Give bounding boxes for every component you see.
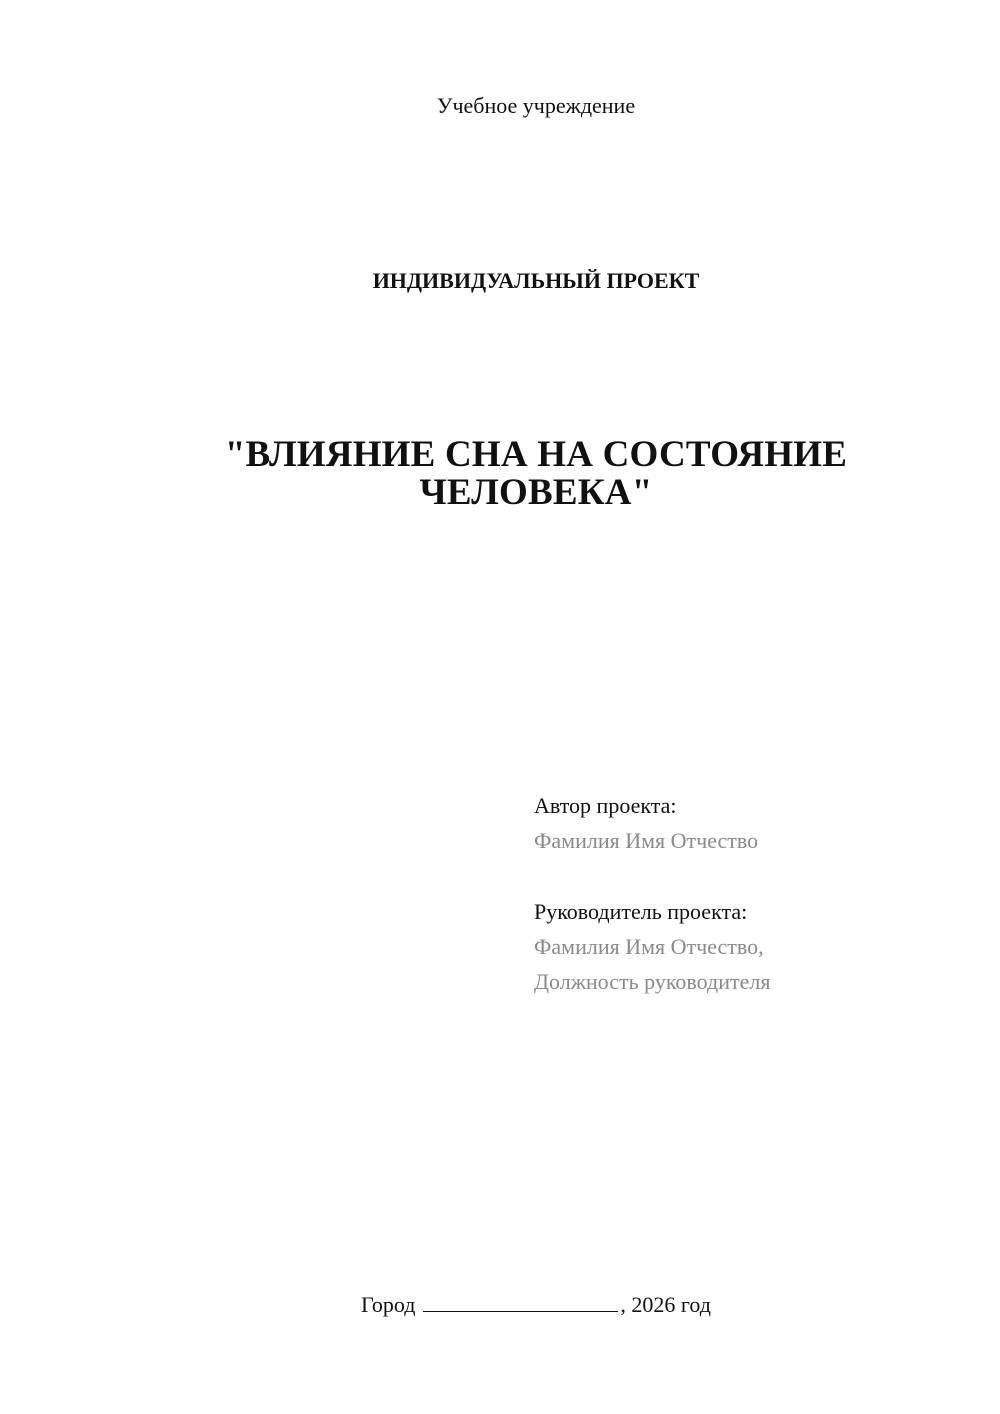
footer-city-year bbox=[0, 1290, 1000, 1320]
project-info-block bbox=[534, 788, 974, 999]
project-title-line-1: "ВЛИЯНИЕ СНА НА СОСТОЯНИЕ bbox=[224, 434, 848, 475]
author-name-placeholder: Фамилия Имя Отчество bbox=[534, 828, 759, 853]
author-label: Автор проекта: bbox=[534, 793, 677, 818]
city-label: Город bbox=[361, 1292, 416, 1317]
project-title-line-2: ЧЕЛОВЕКА" bbox=[419, 472, 653, 513]
city-blank-line bbox=[423, 1291, 618, 1312]
supervisor-label: Руководитель проекта: bbox=[534, 899, 748, 924]
info-spacer bbox=[534, 858, 974, 894]
supervisor-name-placeholder: Фамилия Имя Отчество, bbox=[534, 934, 764, 959]
institution-name: Учебное учреждение bbox=[436, 93, 636, 118]
project-type-heading: ИНДИВИДУАЛЬНЫЙ ПРОЕКТ bbox=[372, 268, 700, 293]
project-title bbox=[160, 436, 912, 512]
supervisor-position-placeholder: Должность руководителя bbox=[534, 969, 771, 994]
year-text: , 2026 год bbox=[620, 1292, 711, 1317]
